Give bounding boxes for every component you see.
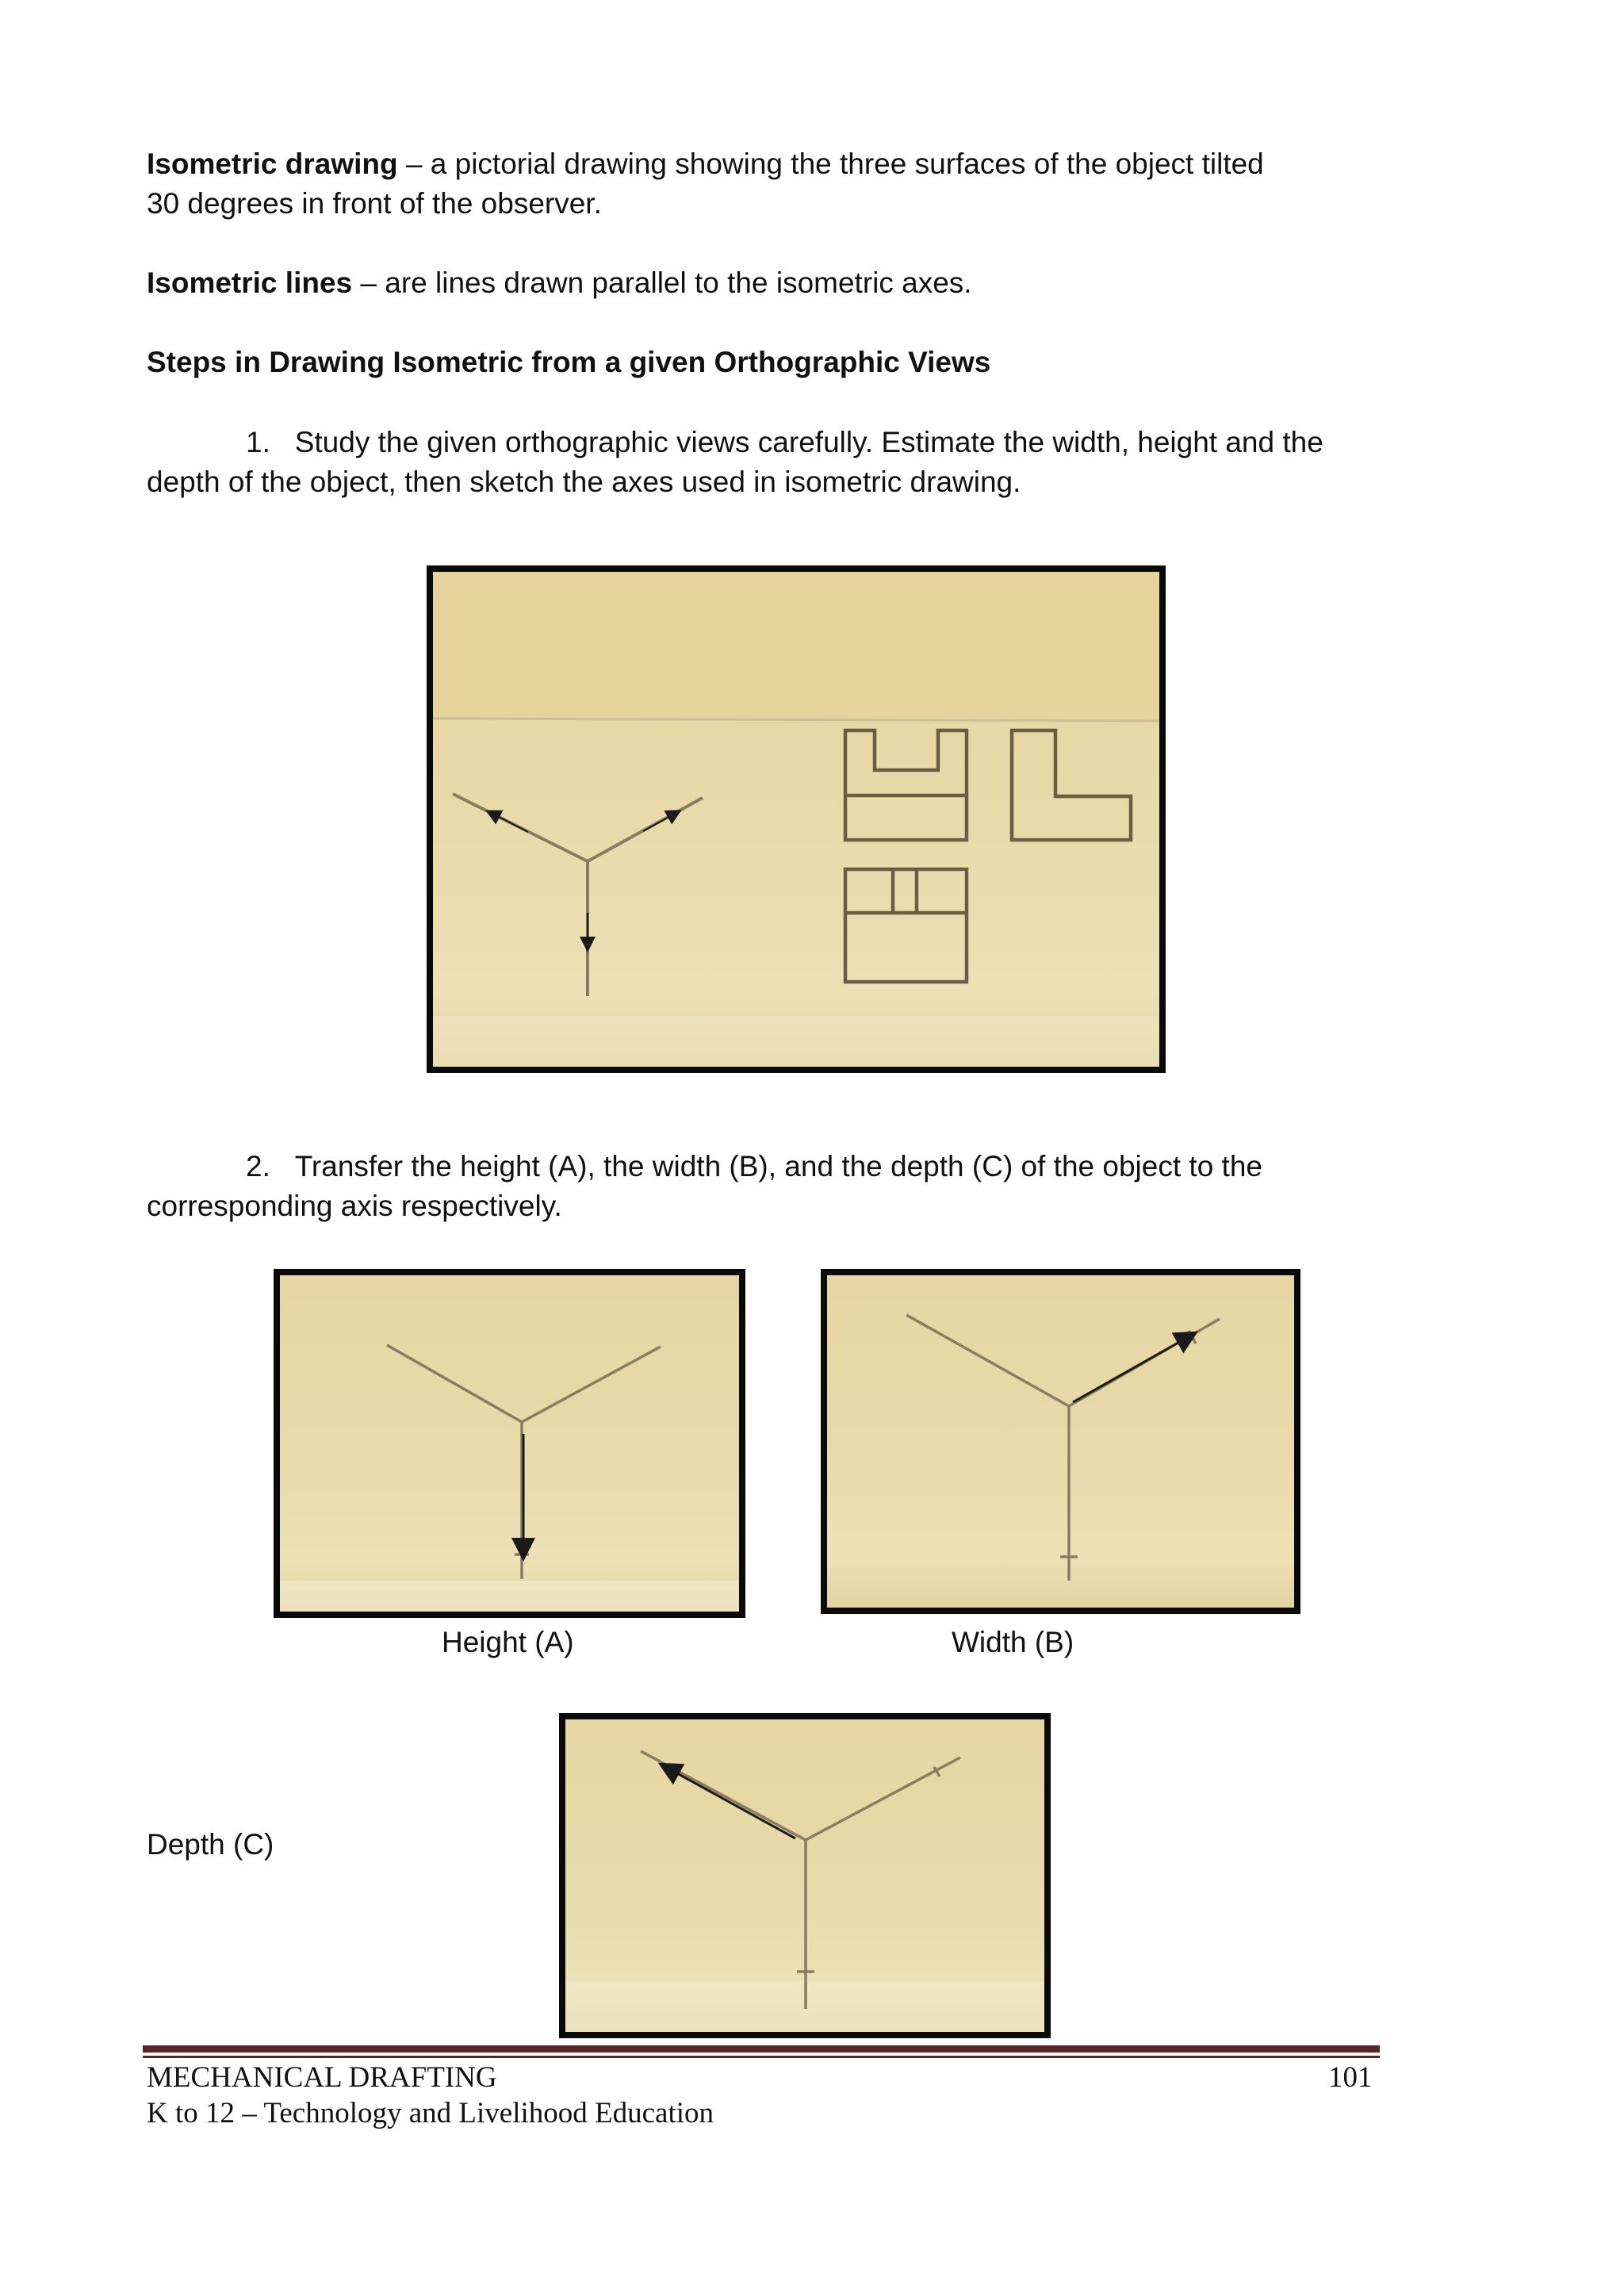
figure-1-sketch [433, 572, 1166, 1073]
step-1-number: 1. [246, 426, 270, 458]
isometric-drawing-text: – a pictorial drawing showing the three surfaces of the object tilted [397, 148, 1264, 180]
isometric-drawing-definition-line1 [147, 144, 1264, 184]
footer-subject: MECHANICAL DRAFTING [147, 2061, 497, 2094]
isometric-drawing-term: Isometric drawing [147, 148, 398, 180]
step-1-line2: depth of the object, then sketch the axes used in isometric drawing. [147, 466, 1021, 498]
section-heading: Steps in Drawing Isometric from a given Orthographic Views [147, 346, 991, 378]
figure-width-photo [821, 1269, 1300, 1614]
caption-depth: Depth (C) [147, 1828, 274, 1861]
step-2-text: Transfer the height (A), the width (B), and the depth (C) of the object to the [294, 1150, 1262, 1182]
depth-sketch [565, 1719, 1051, 2038]
step-2-line2: corresponding axis respectively. [147, 1190, 562, 1222]
figure-depth-photo [559, 1713, 1051, 2038]
isometric-lines-term: Isometric lines [147, 266, 353, 299]
figure-height-photo [274, 1269, 745, 1618]
step-1-text: Study the given orthographic views carefully. Estimate the width, height and the [294, 426, 1323, 458]
orthographic-views-sketch [845, 730, 1131, 982]
footer-page-number: 101 [1328, 2061, 1373, 2094]
caption-width: Width (B) [952, 1626, 1074, 1658]
footer-rule-thick [143, 2045, 1380, 2053]
figure-orthographic-views-photo [427, 565, 1166, 1073]
step-1-line1 [246, 423, 1323, 462]
height-sketch [280, 1275, 745, 1618]
step-2-number: 2. [246, 1150, 270, 1182]
step-2-line1 [246, 1147, 1262, 1186]
isometric-axes-sketch [453, 794, 703, 996]
footer-program: K to 12 – Technology and Livelihood Education [147, 2097, 714, 2129]
caption-height: Height (A) [442, 1626, 574, 1658]
footer-rule-thin [143, 2056, 1380, 2058]
isometric-drawing-definition-line2: 30 degrees in front of the observer. [147, 187, 602, 220]
isometric-lines-definition [147, 263, 972, 303]
isometric-lines-text: – are lines drawn parallel to the isometric axes. [352, 266, 972, 299]
width-sketch [827, 1275, 1300, 1614]
